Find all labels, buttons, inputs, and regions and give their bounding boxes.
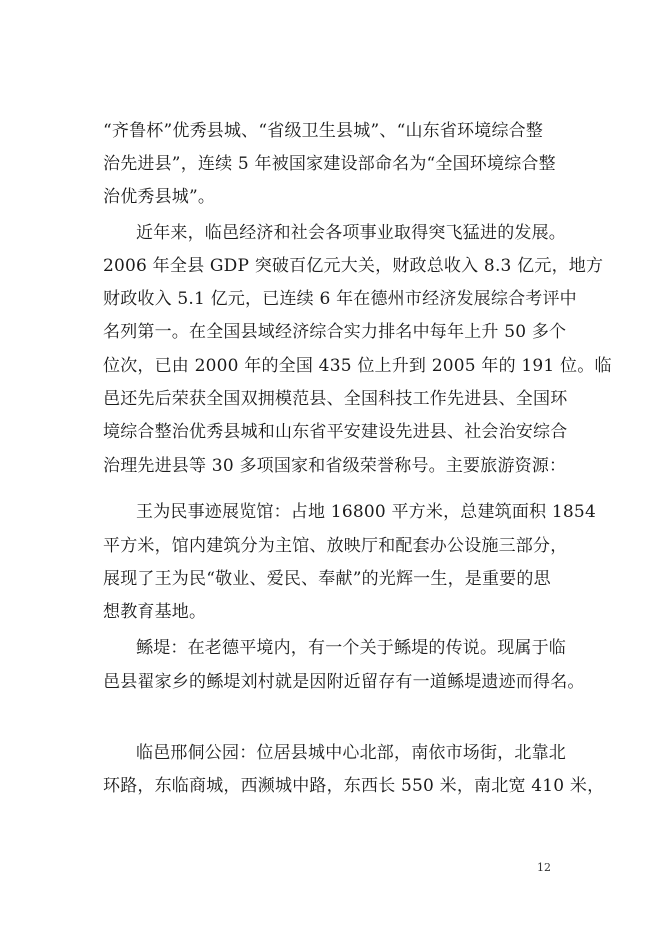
text-line: 治先进县”，连续 5 年被国家建设部命名为“全国环境综合整 (103, 154, 556, 174)
page-number: 12 (537, 861, 551, 874)
text-line: 名列第一。在全国县域经济综合实力排名中每年上升 50 多个 (103, 322, 567, 342)
text-line: 想教育基地。 (103, 602, 207, 622)
text-line: 环路，东临商城，西濒城中路，东西长 550 米，南北宽 410 米， (103, 776, 605, 796)
text-line: “齐鲁杯”优秀县城、“省级卫生县城”、“山东省环境综合整 (103, 121, 544, 141)
text-line: 邑还先后荣获全国双拥模范县、全国科技工作先进县、全国环 (103, 389, 568, 409)
text-line: 财政收入 5.1 亿元，已连续 6 年在德州市经济发展综合考评中 (103, 289, 577, 309)
text-line: 治优秀县城”。 (103, 187, 216, 207)
text-line: 位次，已由 2000 年的全国 435 位上升到 2005 年的 191 位。临 (103, 356, 612, 376)
text-line: 2006 年全县 GDP 突破百亿元大关，财政总收入 8.3 亿元，地方 (103, 256, 604, 276)
text-line: 平方米，馆内建筑分为主馆、放映厅和配套办公设施三部分， (103, 536, 568, 556)
text-line: 近年来，临邑经济和社会各项事业取得突飞猛进的发展。 (136, 223, 566, 243)
text-line: 治理先进县等 30 多项国家和省级荣誉称号。主要旅游资源： (103, 456, 567, 476)
text-line: 王为民事迹展览馆：占地 16800 平方米，总建筑面积 1854 (136, 502, 596, 522)
text-line: 境综合整治优秀县城和山东省平安建设先进县、社会治安综合 (103, 422, 568, 442)
text-line: 鲧堤：在老德平境内，有一个关于鲧堤的传说。现属于临 (136, 638, 566, 658)
text-line: 展现了王为民“敬业、爱民、奉献”的光辉一生，是重要的思 (103, 569, 551, 589)
text-line: 临邑邢侗公园：位居县城中心北部，南依市场街，北靠北 (136, 743, 566, 763)
text-line: 邑县翟家乡的鲧堤刘村就是因附近留存有一道鲧堤遗迹而得名。 (103, 672, 585, 692)
